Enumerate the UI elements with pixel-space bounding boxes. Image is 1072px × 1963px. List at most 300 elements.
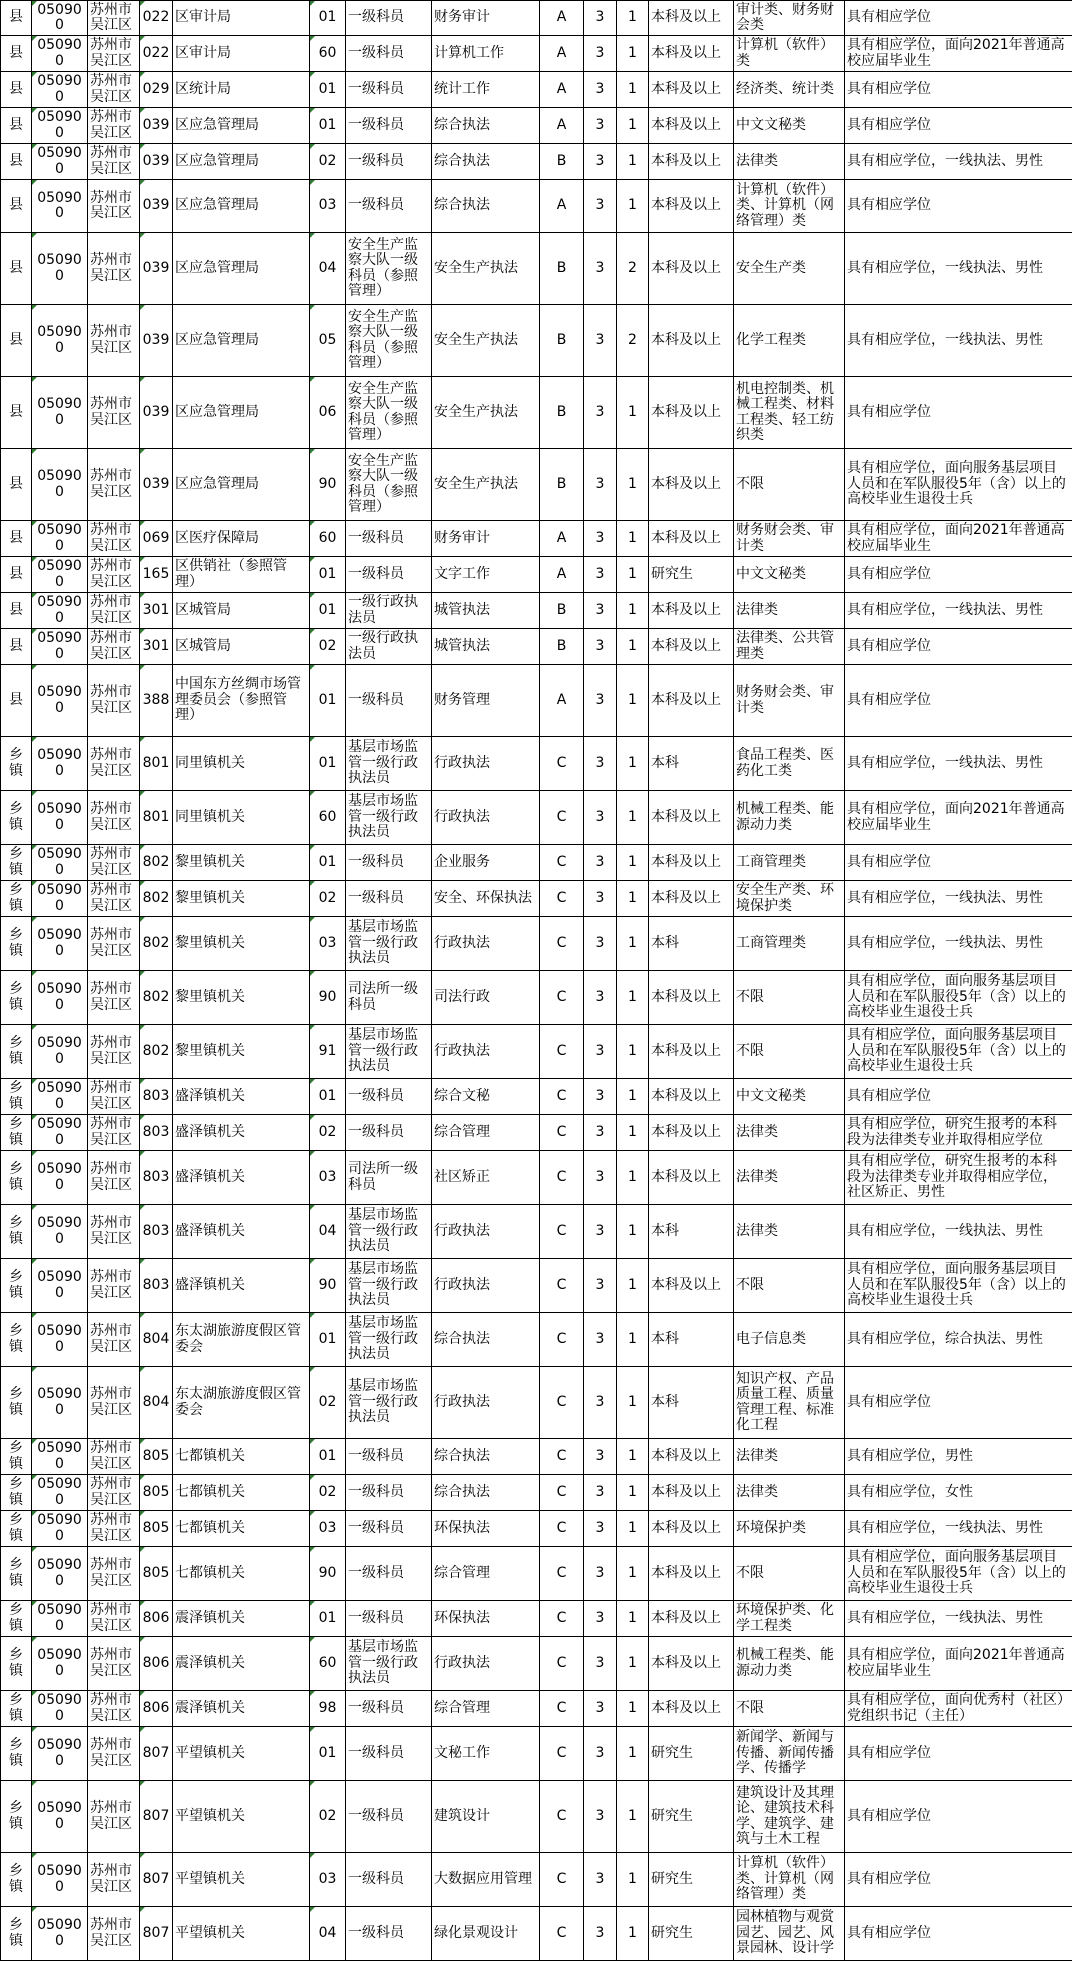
dept-name-cell: 七都镇机关 — [173, 1439, 310, 1475]
table-row — [1, 881, 1072, 917]
education-cell: 本科及以上 — [649, 1601, 734, 1637]
ratio-cell: 3 — [584, 881, 617, 917]
code-cell: 050900 — [32, 1511, 88, 1547]
position-name-cell: 基层市场监管一级行政执法员 — [346, 1025, 432, 1079]
dept-name-cell: 同里镇机关 — [173, 791, 310, 845]
dept-code-cell: 803 — [140, 1205, 173, 1259]
position-code-cell: 90 — [310, 1259, 346, 1313]
region-cell: 苏州市吴江区 — [88, 1475, 140, 1511]
ratio-cell: 3 — [584, 917, 617, 971]
code-cell: 050900 — [32, 1151, 88, 1205]
count-cell: 1 — [617, 629, 649, 665]
position-code-cell: 02 — [310, 881, 346, 917]
position-name-cell: 一级科员 — [346, 108, 432, 144]
requirement-cell: 具有相应学位 — [845, 1781, 1072, 1853]
count-cell: 1 — [617, 1259, 649, 1313]
position-name-cell: 司法所一级科员 — [346, 1151, 432, 1205]
table-row — [1, 593, 1072, 629]
table-row — [1, 737, 1072, 791]
count-cell: 1 — [617, 557, 649, 593]
count-cell: 1 — [617, 1, 649, 36]
dept-name-cell: 七都镇机关 — [173, 1511, 310, 1547]
major-cell: 食品工程类、医药化工类 — [734, 737, 845, 791]
dept-name-cell: 同里镇机关 — [173, 737, 310, 791]
category-cell: C — [540, 1475, 584, 1511]
category-cell: C — [540, 1025, 584, 1079]
position-name-cell: 一级科员 — [346, 1601, 432, 1637]
ratio-cell: 3 — [584, 1259, 617, 1313]
region-cell: 苏州市吴江区 — [88, 1115, 140, 1151]
count-cell: 2 — [617, 233, 649, 305]
category-cell: C — [540, 1367, 584, 1439]
ratio-cell: 3 — [584, 1313, 617, 1367]
position-code-cell: 01 — [310, 1313, 346, 1367]
major-cell: 财务财会类、审计类 — [734, 521, 845, 557]
dept-name-cell: 七都镇机关 — [173, 1547, 310, 1601]
dept-code-cell: 803 — [140, 1151, 173, 1205]
ratio-cell: 3 — [584, 1367, 617, 1439]
count-cell: 1 — [617, 1439, 649, 1475]
category-cell: C — [540, 881, 584, 917]
duty-cell: 安全生产执法 — [432, 233, 540, 305]
major-cell: 工商管理类 — [734, 917, 845, 971]
requirement-cell: 具有相应学位，一线执法、男性 — [845, 917, 1072, 971]
level-cell: 乡镇 — [1, 1727, 32, 1781]
category-cell: A — [540, 521, 584, 557]
duty-cell: 行政执法 — [432, 1025, 540, 1079]
position-name-cell: 基层市场监管一级行政执法员 — [346, 1259, 432, 1313]
major-cell: 经济类、统计类 — [734, 72, 845, 108]
level-cell: 县 — [1, 144, 32, 180]
region-cell: 苏州市吴江区 — [88, 1151, 140, 1205]
ratio-cell: 3 — [584, 557, 617, 593]
duty-cell: 综合管理 — [432, 1547, 540, 1601]
education-cell: 本科 — [649, 1367, 734, 1439]
position-name-cell: 一级行政执法员 — [346, 629, 432, 665]
dept-name-cell: 区应急管理局 — [173, 233, 310, 305]
category-cell: B — [540, 449, 584, 521]
education-cell: 本科及以上 — [649, 180, 734, 233]
education-cell: 本科及以上 — [649, 665, 734, 737]
dept-code-cell: 039 — [140, 305, 173, 377]
level-cell: 乡镇 — [1, 845, 32, 881]
level-cell: 乡镇 — [1, 1907, 32, 1961]
position-code-cell: 01 — [310, 737, 346, 791]
category-cell: A — [540, 557, 584, 593]
count-cell: 1 — [617, 917, 649, 971]
duty-cell: 综合执法 — [432, 1439, 540, 1475]
requirement-cell: 具有相应学位，一线执法、男性 — [845, 1205, 1072, 1259]
education-cell: 本科及以上 — [649, 881, 734, 917]
code-cell: 050900 — [32, 1601, 88, 1637]
requirement-cell: 具有相应学位 — [845, 108, 1072, 144]
ratio-cell: 3 — [584, 971, 617, 1025]
dept-name-cell: 区应急管理局 — [173, 449, 310, 521]
count-cell: 1 — [617, 449, 649, 521]
dept-name-cell: 区应急管理局 — [173, 305, 310, 377]
education-cell: 研究生 — [649, 1781, 734, 1853]
position-code-cell: 02 — [310, 1367, 346, 1439]
code-cell: 050900 — [32, 845, 88, 881]
code-cell: 050900 — [32, 557, 88, 593]
position-name-cell: 一级科员 — [346, 144, 432, 180]
duty-cell: 社区矫正 — [432, 1151, 540, 1205]
dept-name-cell: 区审计局 — [173, 36, 310, 72]
education-cell: 本科及以上 — [649, 1115, 734, 1151]
table-row — [1, 1475, 1072, 1511]
level-cell: 县 — [1, 557, 32, 593]
requirement-cell: 具有相应学位，面向2021年普通高校应届毕业生 — [845, 1637, 1072, 1691]
category-cell: C — [540, 1511, 584, 1547]
code-cell: 050900 — [32, 1781, 88, 1853]
major-cell: 建筑设计及其理论、建筑技术科学、建筑学、建筑与土木工程 — [734, 1781, 845, 1853]
position-code-cell: 60 — [310, 521, 346, 557]
level-cell: 县 — [1, 521, 32, 557]
position-code-cell: 01 — [310, 1, 346, 36]
count-cell: 1 — [617, 1907, 649, 1961]
major-cell: 法律类、公共管理类 — [734, 629, 845, 665]
ratio-cell: 3 — [584, 1637, 617, 1691]
education-cell: 本科及以上 — [649, 1637, 734, 1691]
count-cell: 1 — [617, 1475, 649, 1511]
dept-name-cell: 区统计局 — [173, 72, 310, 108]
position-name-cell: 一级科员 — [346, 1907, 432, 1961]
ratio-cell: 3 — [584, 108, 617, 144]
dept-name-cell: 平望镇机关 — [173, 1781, 310, 1853]
dept-code-cell: 802 — [140, 845, 173, 881]
requirement-cell: 具有相应学位，一线执法、男性 — [845, 737, 1072, 791]
ratio-cell: 3 — [584, 305, 617, 377]
count-cell: 1 — [617, 971, 649, 1025]
major-cell: 工商管理类 — [734, 845, 845, 881]
position-name-cell: 一级科员 — [346, 1727, 432, 1781]
education-cell: 本科及以上 — [649, 1079, 734, 1115]
major-cell: 机械工程类、能源动力类 — [734, 1637, 845, 1691]
dept-code-cell: 804 — [140, 1367, 173, 1439]
education-cell: 研究生 — [649, 1727, 734, 1781]
level-cell: 乡镇 — [1, 881, 32, 917]
region-cell: 苏州市吴江区 — [88, 1, 140, 36]
requirement-cell: 具有相应学位 — [845, 1727, 1072, 1781]
dept-code-cell: 805 — [140, 1547, 173, 1601]
major-cell: 电子信息类 — [734, 1313, 845, 1367]
table-row — [1, 180, 1072, 233]
dept-code-cell: 039 — [140, 180, 173, 233]
education-cell: 本科及以上 — [649, 1151, 734, 1205]
region-cell: 苏州市吴江区 — [88, 1907, 140, 1961]
code-cell: 050900 — [32, 1205, 88, 1259]
major-cell: 计算机（软件）类、计算机（网络管理）类 — [734, 180, 845, 233]
code-cell: 050900 — [32, 233, 88, 305]
region-cell: 苏州市吴江区 — [88, 1601, 140, 1637]
position-name-cell: 一级科员 — [346, 521, 432, 557]
dept-name-cell: 黎里镇机关 — [173, 917, 310, 971]
category-cell: B — [540, 593, 584, 629]
table-row — [1, 449, 1072, 521]
requirement-cell: 具有相应学位 — [845, 72, 1072, 108]
table-row — [1, 917, 1072, 971]
category-cell: A — [540, 72, 584, 108]
table-row — [1, 36, 1072, 72]
level-cell: 乡镇 — [1, 1205, 32, 1259]
position-name-cell: 一级科员 — [346, 36, 432, 72]
table-row — [1, 1259, 1072, 1313]
region-cell: 苏州市吴江区 — [88, 305, 140, 377]
table-row — [1, 1025, 1072, 1079]
table-row — [1, 665, 1072, 737]
ratio-cell: 3 — [584, 1691, 617, 1727]
region-cell: 苏州市吴江区 — [88, 791, 140, 845]
dept-name-cell: 中国东方丝绸市场管理委员会（参照管理） — [173, 665, 310, 737]
dept-code-cell: 388 — [140, 665, 173, 737]
level-cell: 县 — [1, 305, 32, 377]
table-row — [1, 1151, 1072, 1205]
dept-code-cell: 806 — [140, 1691, 173, 1727]
requirement-cell: 具有相应学位，综合执法、男性 — [845, 1313, 1072, 1367]
dept-name-cell: 盛泽镇机关 — [173, 1151, 310, 1205]
position-name-cell: 基层市场监管一级行政执法员 — [346, 917, 432, 971]
position-code-cell: 01 — [310, 1439, 346, 1475]
education-cell: 本科及以上 — [649, 377, 734, 449]
major-cell: 不限 — [734, 1025, 845, 1079]
major-cell: 计算机（软件）类 — [734, 36, 845, 72]
position-name-cell: 一级科员 — [346, 1547, 432, 1601]
count-cell: 1 — [617, 1313, 649, 1367]
position-name-cell: 一级科员 — [346, 1691, 432, 1727]
region-cell: 苏州市吴江区 — [88, 845, 140, 881]
duty-cell: 综合执法 — [432, 144, 540, 180]
level-cell: 乡镇 — [1, 1601, 32, 1637]
duty-cell: 统计工作 — [432, 72, 540, 108]
count-cell: 1 — [617, 521, 649, 557]
level-cell: 乡镇 — [1, 1313, 32, 1367]
dept-code-cell: 802 — [140, 1025, 173, 1079]
position-name-cell: 基层市场监管一级行政执法员 — [346, 1313, 432, 1367]
position-name-cell: 一级科员 — [346, 557, 432, 593]
duty-cell: 财务审计 — [432, 521, 540, 557]
position-name-cell: 一级科员 — [346, 1781, 432, 1853]
region-cell: 苏州市吴江区 — [88, 72, 140, 108]
requirement-cell: 具有相应学位，面向2021年普通高校应届毕业生 — [845, 521, 1072, 557]
position-code-cell: 01 — [310, 665, 346, 737]
ratio-cell: 3 — [584, 1781, 617, 1853]
requirement-cell: 具有相应学位，面向2021年普通高校应届毕业生 — [845, 791, 1072, 845]
dept-code-cell: 801 — [140, 737, 173, 791]
category-cell: C — [540, 1259, 584, 1313]
level-cell: 乡镇 — [1, 1367, 32, 1439]
level-cell: 乡镇 — [1, 737, 32, 791]
count-cell: 1 — [617, 180, 649, 233]
ratio-cell: 3 — [584, 180, 617, 233]
table-row — [1, 1115, 1072, 1151]
education-cell: 本科及以上 — [649, 791, 734, 845]
requirement-cell: 具有相应学位，面向服务基层项目人员和在军队服役5年（含）以上的高校毕业生退役士兵 — [845, 1259, 1072, 1313]
level-cell: 乡镇 — [1, 1025, 32, 1079]
dept-code-cell: 039 — [140, 449, 173, 521]
table-row — [1, 629, 1072, 665]
code-cell: 050900 — [32, 1439, 88, 1475]
level-cell: 县 — [1, 36, 32, 72]
education-cell: 本科及以上 — [649, 305, 734, 377]
category-cell: A — [540, 665, 584, 737]
education-cell: 研究生 — [649, 1853, 734, 1907]
position-code-cell: 01 — [310, 593, 346, 629]
duty-cell: 综合管理 — [432, 1115, 540, 1151]
category-cell: C — [540, 1151, 584, 1205]
region-cell: 苏州市吴江区 — [88, 665, 140, 737]
table-row — [1, 1511, 1072, 1547]
duty-cell: 行政执法 — [432, 791, 540, 845]
code-cell: 050900 — [32, 305, 88, 377]
position-code-cell: 03 — [310, 1853, 346, 1907]
ratio-cell: 3 — [584, 1547, 617, 1601]
code-cell: 050900 — [32, 36, 88, 72]
count-cell: 1 — [617, 665, 649, 737]
duty-cell: 城管执法 — [432, 593, 540, 629]
region-cell: 苏州市吴江区 — [88, 1313, 140, 1367]
dept-name-cell: 七都镇机关 — [173, 1475, 310, 1511]
code-cell: 050900 — [32, 917, 88, 971]
code-cell: 050900 — [32, 971, 88, 1025]
count-cell: 1 — [617, 593, 649, 629]
level-cell: 县 — [1, 233, 32, 305]
region-cell: 苏州市吴江区 — [88, 144, 140, 180]
table-row — [1, 1691, 1072, 1727]
code-cell: 050900 — [32, 521, 88, 557]
requirement-cell: 具有相应学位，一线执法、男性 — [845, 1511, 1072, 1547]
ratio-cell: 3 — [584, 377, 617, 449]
region-cell: 苏州市吴江区 — [88, 1691, 140, 1727]
region-cell: 苏州市吴江区 — [88, 1025, 140, 1079]
table-row — [1, 1547, 1072, 1601]
region-cell: 苏州市吴江区 — [88, 449, 140, 521]
count-cell: 1 — [617, 377, 649, 449]
category-cell: C — [540, 1439, 584, 1475]
category-cell: C — [540, 1115, 584, 1151]
count-cell: 1 — [617, 108, 649, 144]
ratio-cell: 3 — [584, 521, 617, 557]
table-row — [1, 1079, 1072, 1115]
dept-name-cell: 区供销社（参照管理） — [173, 557, 310, 593]
ratio-cell: 3 — [584, 1907, 617, 1961]
dept-code-cell: 807 — [140, 1781, 173, 1853]
code-cell: 050900 — [32, 108, 88, 144]
code-cell: 050900 — [32, 1, 88, 36]
position-code-cell: 90 — [310, 971, 346, 1025]
region-cell: 苏州市吴江区 — [88, 521, 140, 557]
position-name-cell: 一级科员 — [346, 1439, 432, 1475]
count-cell: 1 — [617, 791, 649, 845]
ratio-cell: 3 — [584, 449, 617, 521]
dept-code-cell: 802 — [140, 881, 173, 917]
duty-cell: 绿化景观设计 — [432, 1907, 540, 1961]
education-cell: 本科及以上 — [649, 971, 734, 1025]
major-cell: 新闻学、新闻与传播、新闻传播学、传播学 — [734, 1727, 845, 1781]
category-cell: C — [540, 1727, 584, 1781]
level-cell: 乡镇 — [1, 791, 32, 845]
count-cell: 1 — [617, 1781, 649, 1853]
level-cell: 乡镇 — [1, 1475, 32, 1511]
dept-name-cell: 黎里镇机关 — [173, 881, 310, 917]
position-code-cell: 60 — [310, 1637, 346, 1691]
dept-code-cell: 807 — [140, 1853, 173, 1907]
count-cell: 1 — [617, 1511, 649, 1547]
category-cell: B — [540, 233, 584, 305]
table-row — [1, 1313, 1072, 1367]
region-cell: 苏州市吴江区 — [88, 593, 140, 629]
position-code-cell: 06 — [310, 377, 346, 449]
count-cell: 1 — [617, 1367, 649, 1439]
education-cell: 本科及以上 — [649, 108, 734, 144]
duty-cell: 综合执法 — [432, 1313, 540, 1367]
count-cell: 1 — [617, 1853, 649, 1907]
table-row — [1, 1907, 1072, 1961]
region-cell: 苏州市吴江区 — [88, 1511, 140, 1547]
code-cell: 050900 — [32, 1475, 88, 1511]
code-cell: 050900 — [32, 1313, 88, 1367]
duty-cell: 综合执法 — [432, 1475, 540, 1511]
ratio-cell: 3 — [584, 1079, 617, 1115]
position-code-cell: 04 — [310, 233, 346, 305]
count-cell: 1 — [617, 1601, 649, 1637]
level-cell: 乡镇 — [1, 1511, 32, 1547]
ratio-cell: 3 — [584, 144, 617, 180]
ratio-cell: 3 — [584, 1151, 617, 1205]
position-code-cell: 03 — [310, 917, 346, 971]
code-cell: 050900 — [32, 791, 88, 845]
level-cell: 乡镇 — [1, 1691, 32, 1727]
position-code-cell: 98 — [310, 1691, 346, 1727]
count-cell: 1 — [617, 1151, 649, 1205]
major-cell: 知识产权、产品质量工程、质量管理工程、标准化工程 — [734, 1367, 845, 1439]
category-cell: C — [540, 845, 584, 881]
table-row — [1, 1, 1072, 36]
major-cell: 不限 — [734, 1259, 845, 1313]
dept-name-cell: 东太湖旅游度假区管委会 — [173, 1367, 310, 1439]
table-row — [1, 305, 1072, 377]
position-code-cell: 60 — [310, 791, 346, 845]
education-cell: 本科及以上 — [649, 1691, 734, 1727]
major-cell: 中文文秘类 — [734, 108, 845, 144]
code-cell: 050900 — [32, 144, 88, 180]
region-cell: 苏州市吴江区 — [88, 1367, 140, 1439]
position-name-cell: 一级科员 — [346, 1, 432, 36]
position-name-cell: 安全生产监察大队一级科员（参照管理） — [346, 233, 432, 305]
requirement-cell: 具有相应学位 — [845, 377, 1072, 449]
dept-code-cell: 039 — [140, 233, 173, 305]
position-name-cell: 基层市场监管一级行政执法员 — [346, 737, 432, 791]
duty-cell: 安全生产执法 — [432, 377, 540, 449]
code-cell: 050900 — [32, 449, 88, 521]
dept-code-cell: 039 — [140, 144, 173, 180]
ratio-cell: 3 — [584, 1115, 617, 1151]
level-cell: 乡镇 — [1, 1853, 32, 1907]
region-cell: 苏州市吴江区 — [88, 971, 140, 1025]
education-cell: 本科 — [649, 1205, 734, 1259]
major-cell: 不限 — [734, 1691, 845, 1727]
level-cell: 乡镇 — [1, 971, 32, 1025]
region-cell: 苏州市吴江区 — [88, 1259, 140, 1313]
major-cell: 不限 — [734, 1547, 845, 1601]
category-cell: C — [540, 1313, 584, 1367]
table-row — [1, 791, 1072, 845]
dept-code-cell: 801 — [140, 791, 173, 845]
position-code-cell: 02 — [310, 629, 346, 665]
position-code-cell: 04 — [310, 1907, 346, 1961]
duty-cell: 行政执法 — [432, 1637, 540, 1691]
requirement-cell: 具有相应学位，一线执法、男性 — [845, 1601, 1072, 1637]
requirement-cell: 具有相应学位 — [845, 1079, 1072, 1115]
